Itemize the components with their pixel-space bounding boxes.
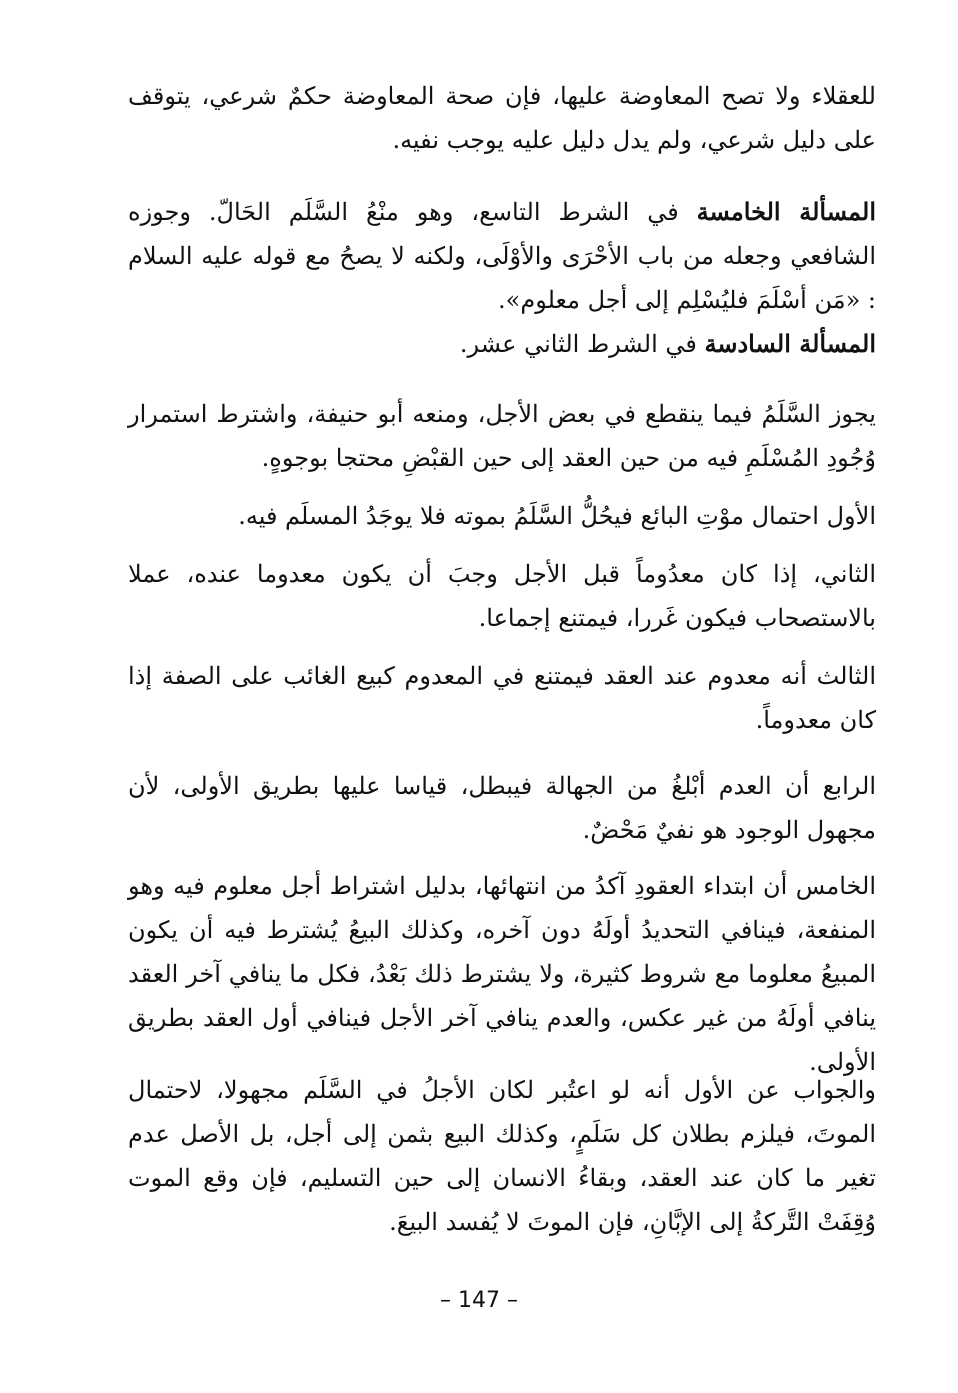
paragraph-response: والجواب عن الأول أنه لو اعتُبر لكان الأجلُ في السَّلَم مجهولا، لاحتمال الموتَ، فيلزم بطلان كل سَلَمٍ، وكذلك البيع بثمن إلى أجل، بل الأصل عدم تغير ما كان عند العقد، وبقاءُ الانسان إلى حين التسليم، فإن وقع الموت وُقِفَتْ التَّركةُ إلى الإبَّانِ، فإن الموتَ لا يُفسد البيعَ. [128, 1076, 876, 1236]
heading-fifth-issue: المسألة الخامسة [696, 197, 876, 226]
text-block-7 [128, 764, 876, 852]
text-block-3 [128, 392, 876, 480]
paragraph-first-argument: الأول احتمال موْتِ البائع فيحُلُّ السَّلَمُ بموته فلا يوجَدُ المسلَم فيه. [238, 502, 876, 530]
paragraph-sixth-issue [128, 322, 876, 366]
page-number: – 147 – [440, 1288, 518, 1313]
paragraph-fifth-issue-text: في الشرط التاسع، وهو منْعُ السَّلَم الحَالّ. وجوزه الشافعي وجعله من باب الأحْرَى والأوْلَى، ولكنه لا يصحُ مع قوله عليه السلام : «مَن أسْلَمَ فليُسْلِم إلى أجل معلوم». [128, 198, 876, 314]
text-block-1 [128, 74, 876, 162]
paragraph-sixth-issue-text: في الشرط الثاني عشر. [459, 330, 705, 358]
paragraph-fifth-argument: الخامس أن ابتداء العقودِ آكدُ من انتهائها، بدليل اشتراط أجل معلوم فيه وهو المنفعة، فينافي التحديدُ أولَهُ دون آخره، وكذلك البيعُ يُشترط فيه أن يكون المبيعُ معلوما مع شروط كثيرة، ولا يشترط ذلك بَعْدُ، فكل ما ينافي آخر العقد ينافي أولَهُ من غير عكس، والعدم ينافي آخر الأجل فينافي أول العقد بطريق الأولى. [128, 872, 876, 1076]
paragraph-fourth-argument: الرابع أن العدم أبْلغُ من الجهالة فيبطل، قياسا عليها بطريق الأولى، لأن مجهول الوجود هو نفيٌ مَحْضٌ. [128, 772, 876, 844]
text-block-4 [128, 494, 876, 538]
text-block-9 [128, 1068, 876, 1244]
text-block-2 [128, 190, 876, 366]
heading-sixth-issue: المسألة السادسة [704, 329, 876, 358]
paragraph-salam-permission: يجوز السَّلَمُ فيما ينقطع في بعض الأجل، ومنعه أبو حنيفة، واشترط استمرار وُجُودِ المُسْلَمِ فيه من حين العقد إلى حين القبْضِ محتجا بوجوهٍ. [128, 400, 876, 472]
paragraph-continuation: للعقلاء ولا تصح المعاوضة عليها، فإن صحة المعاوضة حكمٌ شرعي، يتوقف على دليل شرعي، ولم يدل دليل عليه يوجب نفيه. [128, 82, 876, 154]
text-block-5 [128, 552, 876, 640]
text-block-8 [128, 864, 876, 1084]
paragraph-third-argument: الثالث أنه معدوم عند العقد فيمتنع في المعدوم كبيع الغائب على الصفة إذا كان معدوماً. [128, 662, 876, 734]
paragraph-second-argument: الثاني، إذا كان معدُوماً قبل الأجل وجبَ أن يكون معدوما عنده، عملا بالاستصحاب فيكون غَررا، فيمتنع إجماعا. [128, 560, 877, 632]
paragraph-fifth-issue [128, 190, 876, 322]
text-block-6 [128, 654, 876, 742]
